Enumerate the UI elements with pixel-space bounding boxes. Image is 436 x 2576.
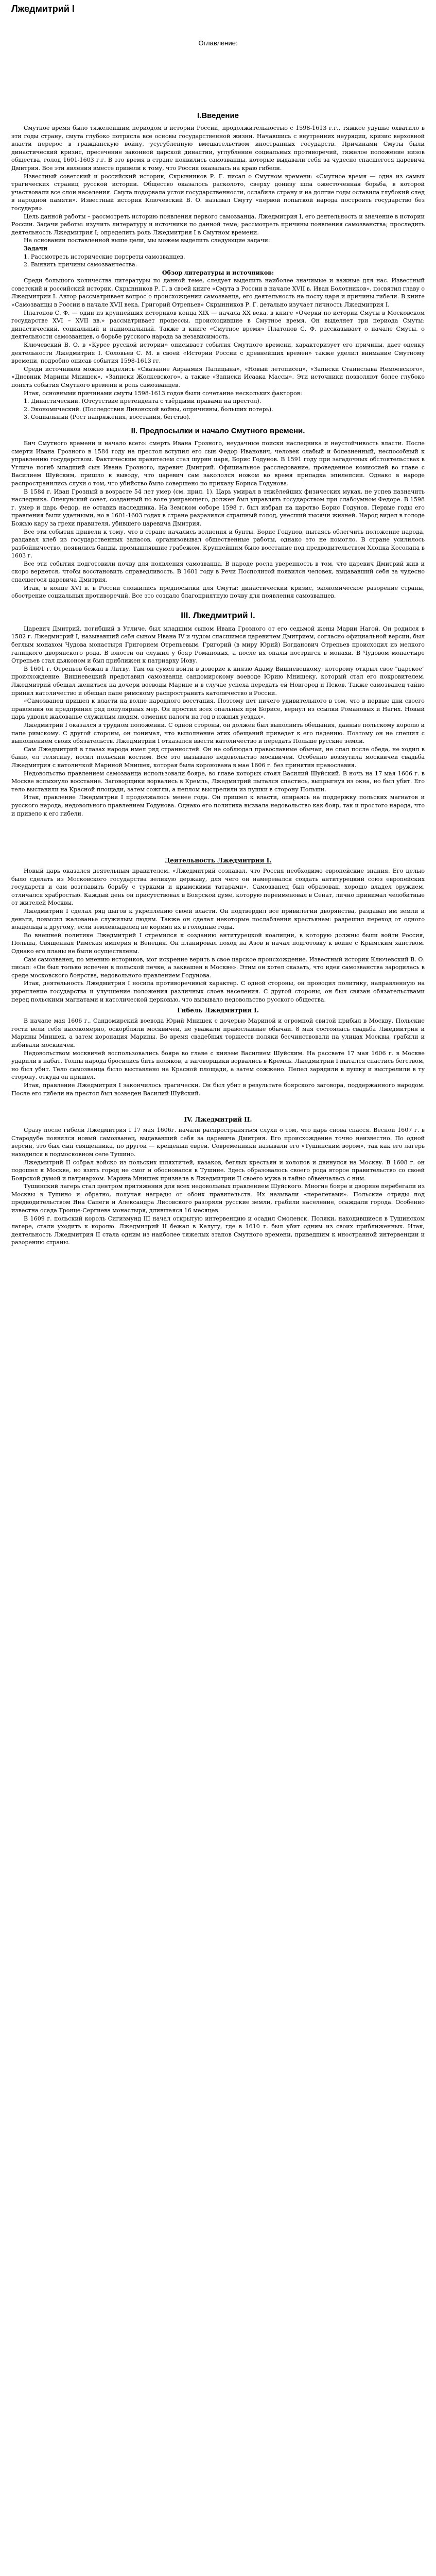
sources-paragraph: Среди источников можно выделить «Сказание Авраамия Палицына», «Новый летописец», «Записки Станислава Немоевского», «Дневник Марины Мнишек», «Записки Жолкевского», а также «Записки Исаака Массы». Эти источники позволяют более глубоко понять события Смутного времени и роль самозванцев. bbox=[11, 365, 425, 388]
activity-heading: Деятельность Лжедмитрия I. bbox=[164, 857, 272, 865]
activity-paragraph: Новый царь оказался деятельным правителем. «Лжедмитрий сознавал, что Россия необходимо европейские знания. Его целью было сделать из Московского государства великую державу, для чего он намеревался создать антитурецкий союз европейских государств и сам возглавить борьбу с турками и крымскими татарами». Самозванец был образован, хорошо владел оружием, отличался храбростью. Каждый день он присутствовал в Боярской думе, которую переименовал в Сенат, лично принимал челобитные от жителей Москвы. bbox=[11, 868, 425, 907]
sources-paragraph: Платонов С. Ф. — один из крупнейших историков конца XIX — начала XX века, в книге «Очерки по истории Смуты в Московском государстве XVI – XVII вв.» рассматривает процессы, происходившие в Смутное время. Он выделяет три периода Смуты: династический, социальный и национальный. Также в книге «Смутное время» Платонов С. Ф. рассказывает о начале Смуты, о деятельности самозванцев, о борьбе русского народа за независимость. bbox=[11, 309, 425, 341]
chapter3-paragraph: Недовольство правлением самозванца использовали бояре, во главе которых стоял Василий Шуйский. В ночь на 17 мая 1606 г. в Москве вспыхнуло восстание. Заговорщики ворвались в Кремль, Лжедмитрий пытался спастись, выпрыгнув из окна, но был убит. Его тело выставили на Красной площади, затем сожгли, а пеплом выстрелили из пушки в сторону Польши. bbox=[11, 770, 425, 793]
task-item: 1. Рассмотреть исторические портреты самозванцев. bbox=[24, 253, 185, 260]
intro-section bbox=[11, 106, 425, 421]
activity-paragraph: Сам самозванец, по мнению историков, мог искренне верить в свое царское происхождение. Известный историк Ключевский В. О. писал: «Он был только испечен в польской печке, а заквашен в Москве». Этим он хотел сказать, что идея самозванства зародилась в среде московского боярства, недовольного правлением Годунова. bbox=[11, 956, 425, 979]
chapter3-paragraph: Лжедмитрий I оказался в трудном положении. С одной стороны, он должен был выполнить обещания, данные польскому королю и папе римскому. С другой стороны, он понимал, что выполнение этих обещаний приведет к его падению. Поэтому он не спешил с выполнением своих обязательств. Лжедмитрий I отказался ввести католичество и передать Польше русские земли. bbox=[11, 721, 425, 745]
chapter2-paragraph: В 1584 г. Иван Грозный в возрасте 54 лет умер (см. прил. 1). Царь умирал в тяжёлейших физических муках, не успев назначить наследника. Опекунский совет, созданный по воле умирающего, должен был управлять государством при слабоумном Федоре. В 1598 г. умер и царь Федор, не оставив наследника. На Земском соборе 1598 г. был избран на царство Борис Годунов. Первые годы его правления были удачными, но в 1601-1603 годах в стране разразился страшный голод, унесший тысячи жизней. Народ видел в голоде Божью кару за грехи правителя, убившего царевича Дмитрия. bbox=[11, 488, 425, 527]
document-title: Лжедмитрий I bbox=[11, 4, 75, 14]
chapter3-paragraph: Сам Лжедмитрий в глазах народа имел ряд странностей. Он не соблюдал православные обычаи, не спал после обеда, не ходил в баню, ел телятину, носил польский костюм. Все это вызывало недовольство москвичей. Особенно возмутила москвичей свадьба Лжедмитрия с католичкой Мариной Мнишек, которая была коронована в мае 1606 г. без принятия православия. bbox=[11, 745, 425, 769]
ld2-paragraph: Тушинский лагерь стал центром притяжения для всех недовольных правлением Шуйского. Многие бояре и дворяне перебегали из Москвы в Тушино и обратно, получая награды от обоих правительств. Их называли «перелетами». Польские отряды под предводительством Яна Сапеги и Александра Лисовского разоряли русские земли, грабили население, осаждали города. Особенно известна осада Троице-Сергиева монастыря, длившаяся 16 месяцев. bbox=[11, 1183, 425, 1214]
chapter2-paragraph: Все эти события подготовили почву для появления самозванца. В народе росла уверенность в том, что царевич Дмитрий жив и скоро вернется, чтобы восстановить справедливость. В 1601 году в Речи Посполитой появился человек, выдававший себя за чудесно спасшегося царевича Дмитрия. bbox=[11, 560, 425, 584]
intro-paragraph: Цель данной работы – рассмотреть историю появления первого самозванца, Лжедмитрия I, его деятельность и значение в истории России. Задачи работы: изучить литературу и источники по данной теме; рассмотреть причины появления самозванства; проследить деятельность Лжедмитрия I; определить роль Лжедмитрия I в Смутном времени. bbox=[11, 213, 425, 236]
activity-paragraph: Итак, деятельность Лжедмитрия I носила противоречивый характер. С одной стороны, он проводил политику, направленную на укрепление государства и улучшение положения различных слоев населения. С другой стороны, он был связан обязательствами перед польскими магнатами и католической церковью, что вызывало недовольство русского общества. bbox=[11, 980, 425, 1003]
chapter2-heading: II. Предпосылки и начало Смутного времени. bbox=[131, 426, 305, 435]
chapter3-paragraph: Итак, правление Лжедмитрия I продолжалось менее года. Он пришел к власти, опираясь на поддержку польских магнатов и русского народа, недовольного правлением Годунова. Однако его политика вызвала недовольство как бояр, так и простого народа, что и привело к его гибели. bbox=[11, 794, 425, 817]
sources-paragraph: Среди большого количества литературы по данной теме, следует выделить наиболее значимые и важные для нас. Известный советский и российский историк, Скрынников Р. Г. в своей книге «Смута в России в начале XVII в. Иван Болотников», посвятил главу о Лжедмитрии I. Автор рассматривает вопрос о происхождении самозванца, его деятельность на посту царя и причины гибели. В книге «Самозванцы в России в начале XVII века. Григорий Отрепьев» Скрынников Р. Г. детально изучает личность Лжедмитрия I. bbox=[11, 277, 425, 309]
chapter2-section bbox=[11, 421, 425, 600]
ld2-heading: IV. Лжедмитрий II. bbox=[184, 1116, 252, 1124]
intro-paragraph: Известный советский и российский историк, Скрынников Р. Г. писал о Смутном времени: «Смутное время — одна из самых трагических страниц русской истории. Общество оказалось расколото, сверху донизу шла ожесточенная борьба, в которой участвовали все слои населения. Смута подорвала устои государственности, ослабила страну и на долгие годы оставила глубокий след в народной памяти». Известный историк Ключевский В. О. называл Смуту «первой попыткой народа построить государство без государя». bbox=[11, 173, 425, 212]
chapter2-paragraph: Бич Смутного времени и начало всего: смерть Ивана Грозного, неудачные поиски наследника и неустойчивость власти. После смерти Ивана Грозного в 1584 году на престол вступил его сын Федор Иванович, человек слабый и болезненный, неспособный к управлению государством. Фактическим правителем стал шурин царя, Борис Годунов. В 1591 году при загадочных обстоятельствах в Угличе погиб младший сын Ивана Грозного, царевич Дмитрий. Официальное расследование, проведенное комиссией во главе с Василием Шуйским, пришло к выводу, что царевич сам закололся ножом во время припадка эпилепсии. Однако в народе распространились слухи о том, что убийство было совершено по приказу Бориса Годунова. bbox=[11, 439, 425, 487]
chapter3-paragraph: «Самозванец пришел к власти на волне народного восстания. Поэтому нет ничего удивительного в том, что в первые дни своего правления он предпринял ряд популярных мер. Он простил всех опальных при Борисе, вернул из ссылки Романовых и Нагих. Новый царь удвоил жалованье служилым людям, отменил налоги на год в южных уездах». bbox=[11, 698, 425, 721]
chapter2-paragraph: Все эти события привели к тому, что в стране начались волнения и бунты. Борис Годунов, пытаясь облегчить положение народа, раздавал хлеб из государственных запасов, организовывал общественные работы, однако это не помогло. В стране усилилось разбойничество, появились банды, промышлявшие грабежом. Крупнейшим было восстание под предводительством Хлопка Косолапа в 1603 г. bbox=[11, 528, 425, 560]
task-item: 2. Выявить причины самозванчества. bbox=[24, 261, 137, 268]
chapter3-paragraph: Царевич Дмитрий, погибший в Угличе, был младшим сыном Ивана Грозного от его седьмой жены Марии Нагой. Он родился в 1582 г. Лжедмитрий I, называвший себя сыном Ивана IV и чудом спасшимся царевичем Дмитрием, согласно официальной версии, был беглым монахом Чудова монастыря Григорием Отрепьевым. Григорий (в миру Юрий) Богданович Отрепьев происходил из мелкого галицкого дворянского рода. В юности он служил у бояр Романовых, а после их опалы постригся в монахи. В Чудовом монастыре Отрепьев стал дьяконом и был приближен к патриарху Иову. bbox=[11, 625, 425, 665]
sources-paragraph: Итак, основными причинами смуты 1598-1613 годов были сочетание нескольких факторов: bbox=[24, 389, 302, 397]
sources-paragraph: Ключевский В. О. в «Курсе русской истории» описывает события Смутного времени, характеризует его причины, дает оценку деятельности Лжедмитрия I. Соловьев С. М. в своей «Истории России с древнейших времен» также уделил внимание Смутному времени, подробно описав события 1598-1613 гг. bbox=[11, 342, 425, 365]
chapter3-heading: III. Лжедмитрий I. bbox=[181, 610, 255, 620]
sources-heading: Обзор литературы и источников: bbox=[162, 269, 274, 276]
death-heading: Гибель Лжедмитрия I. bbox=[177, 1007, 259, 1014]
tasks-label: Задачи bbox=[24, 245, 48, 252]
chapter2-paragraph: Итак, в конце XVI в. в России сложились предпосылки для Смуты: династический кризис, экономическое разорение страны, обострение социальных противоречий. Все это создало благоприятную почву для появления самозванцев. bbox=[11, 584, 425, 600]
intro-paragraph: На основании поставленной выше цели, мы можем выделить следующие задачи: bbox=[24, 237, 270, 244]
chapter3-section bbox=[11, 605, 425, 1247]
death-paragraph: Итак, правление Лжедмитрия I закончилось трагически. Он был убит в результате боярского заговора, поддержанного народом. После его гибели на престол был возведен Василий Шуйский. bbox=[11, 1081, 425, 1097]
chapter3-paragraph: В 1601 г. Отрепьев бежал в Литву. Там он сумел войти в доверие к князю Адаму Вишневецкому, которому открыл свое "царское" происхождение. Вишневецкий представил самозванца сандомирскому воеводе Юрию Мнишеку, который стал его покровителем. Лжедмитрий обещал жениться на дочери воеводы Марине и в случае успеха передать ей Новгород и Псков. Также самозванец тайно принял католичество и обещал папе римскому распространить католичество в России. bbox=[11, 665, 425, 697]
ld2-paragraph: В 1609 г. польский король Сигизмунд III начал открытую интервенцию и осадил Смоленск. Поляки, находившиеся в Тушинском лагере, стали уходить к королю. Лжедмитрий II бежал в Калугу, где в 1610 г. был убит одним из своих приближенных. Итак, деятельность Лжедмитрия II стала одним из наиболее тяжелых этапов Смутного времени, приведшим к иностранной интервенции и разорению страны. bbox=[11, 1215, 425, 1246]
activity-paragraph: Во внешней политике Лжедмитрий I стремился к созданию антитурецкой коалиции, в которую должны были войти Россия, Польша, Священная Римская империя и Венеция. Он планировал поход на Азов и начал подготовку к войне с Крымским ханством. Однако его планы не были осуществлены. bbox=[11, 931, 425, 955]
table-of-contents bbox=[11, 39, 425, 106]
death-paragraph: В начале мая 1606 г., Сандомирский воевода Юрий Мнишек с дочерью Мариной и огромной свитой прибыл в Москву. Польские гости вели себя высокомерно, оскорбляли москвичей, не уважали православные обычаи. 8 мая состоялась свадьба Лжедмитрия и Марины Мнишек, а затем коронация Марины. Во время свадебных торжеств поляки бесчинствовали на улицах Москвы, грабили и избивали москвичей. bbox=[11, 1018, 425, 1048]
ld2-paragraph: Сразу после гибели Лжедмитрия I 17 мая 1606г. начали распространяться слухи о том, что царь снова спасся. Весной 1607 г. в Стародубе появился новый самозванец, выдававший себя за царевича Дмитрия. Его происхождение точно неизвестно. По одной версии, это был сын священника, по другой — крещеный еврей. Современники называли его «Тушинским вором», так как его лагерь находился в подмосковном селе Тушино. bbox=[11, 1127, 425, 1158]
death-paragraph: Недовольством москвичей воспользовались бояре во главе с князем Василием Шуйским. На рассвете 17 мая 1606 г. в Москве ударили в набат. Толпы народа бросились бить поляков, а заговорщики ворвались в Кремль. Лжедмитрий I пытался спастись бегством, но был убит. Тело самозванца было выставлено на Красной площади, а затем сожжено. Пепел зарядили в пушку и выстрелили в ту сторону, откуда он пришел. bbox=[11, 1049, 425, 1081]
intro-heading: I.Введение bbox=[197, 111, 239, 120]
toc-title: Оглавление: bbox=[198, 39, 238, 47]
activity-paragraph: Лжедмитрий I сделал ряд шагов к укреплению своей власти. Он подтвердил все привилегии дворянства, раздавал им земли и деньги, повысил жалованье служилым людям. Также он сделал некоторые послабления крестьянам: разрешил переход от одного владельца к другому, если землевладелец не кормил их в голодные годы. bbox=[11, 908, 425, 931]
intro-paragraph: Смутное время было тяжелейшим периодом в истории России, продолжительностью с 1598-1613 г.г., тяжкое удушье охватило в эти годы страну, смута глубоко потрясла все основы государственной жизни. Начавшись с внутренних неурядиц, кризис верховной власти перерос в гражданскую войну, усугубленную вмешательством иностранных государств. Причинами Смуты были династический кризис, пресечение законной царской династии, углубление социальных противоречий, тяжелое положение низов общества, голод 1601-1603 г.г. В это время в стране появились самозванцы, которые выдавали себя за чудесно спасшегося царевича Дмитрия. Все эти явления вместе привели к тому, что Россия оказалась на краю гибели. bbox=[11, 125, 425, 172]
factor-item: 2. Экономический. (Последствия Ливонской войны, опричнины, больших потерь). bbox=[24, 405, 273, 413]
factor-item: 3. Социальный (Рост напряжения, восстания, бегство). bbox=[24, 414, 191, 421]
ld2-paragraph: Лжедмитрий II собрал войско из польских шляхтичей, казаков, беглых крестьян и холопов и двинулся на Москву. В 1608 г. он подошел к Москве, но взять город не смог и обосновался в Тушине. Здесь образовалось своего рода второе правительство со своей Боярской думой и патриархом. Марина Мнишек признала в Лжедмитрии II своего мужа и тайно обвенчалась с ним. bbox=[11, 1159, 425, 1182]
factor-item: 1. Династический. (Отсутствие претендента с твёрдыми правами на престол). bbox=[24, 398, 261, 405]
